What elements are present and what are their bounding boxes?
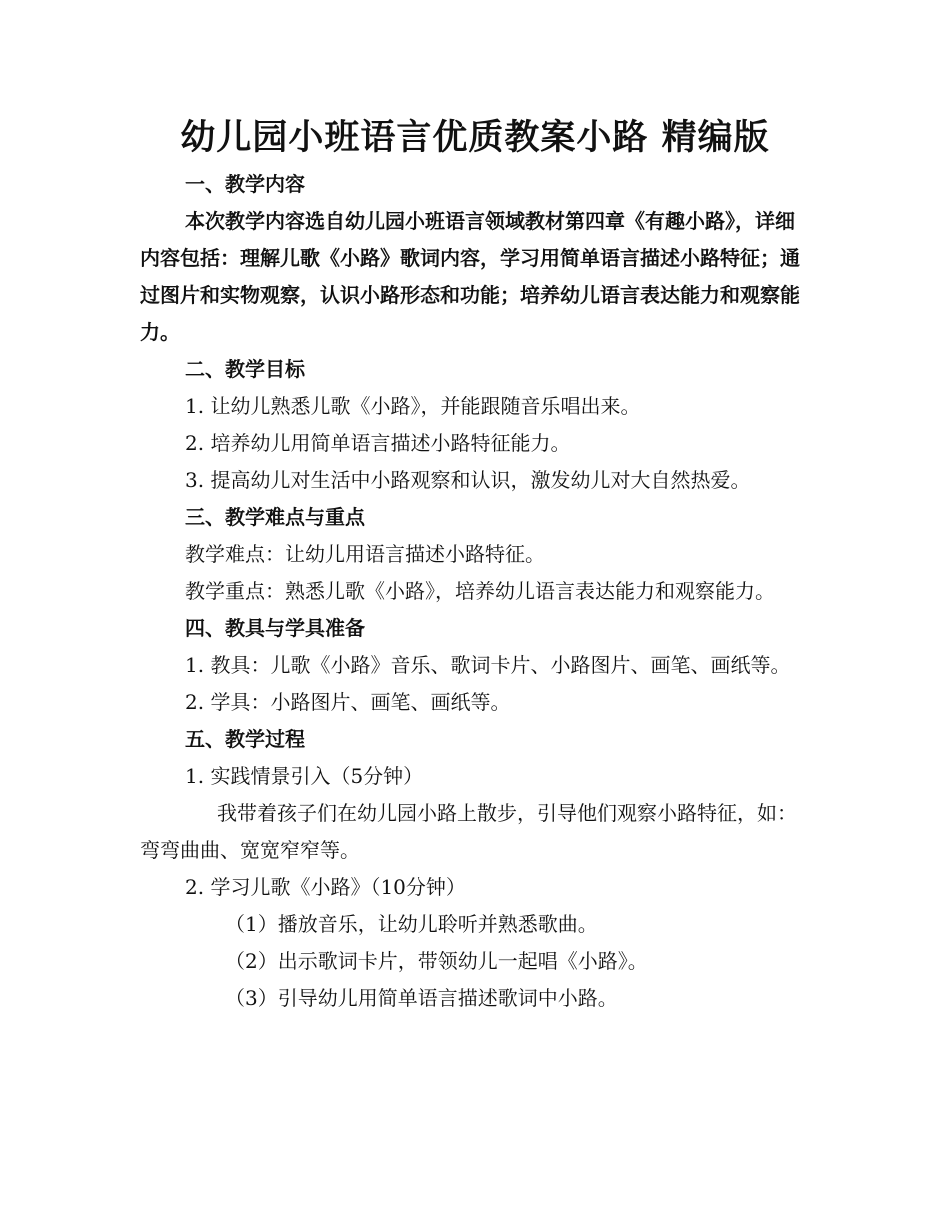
document-body xyxy=(140,166,806,1017)
process-substep: （3）引导幼儿用简单语言描述歌词中小路。 xyxy=(225,986,618,1010)
objective-item: 3. 提高幼儿对生活中小路观察和认识，激发幼儿对大自然热爱。 xyxy=(185,468,751,492)
process-step-body: 我带着孩子们在幼儿园小路上散步，引导他们观察小路特征，如：弯弯曲曲、宽宽窄窄等。 xyxy=(140,801,797,862)
section-heading-content: 一、教学内容 xyxy=(185,172,305,196)
section-heading-difficulty: 三、教学难点与重点 xyxy=(185,505,365,529)
section-heading-objectives: 二、教学目标 xyxy=(185,357,305,381)
materials-item: 2. 学具：小路图片、画笔、画纸等。 xyxy=(185,690,511,714)
page-title: 幼儿园小班语言优质教案小路 精编版 xyxy=(180,118,770,158)
difficulty-text: 教学难点：让幼儿用语言描述小路特征。 xyxy=(185,542,545,566)
objective-item: 1. 让幼儿熟悉儿歌《小路》，并能跟随音乐唱出来。 xyxy=(185,394,641,418)
process-substep: （2）出示歌词卡片，带领幼儿一起唱《小路》。 xyxy=(225,949,648,973)
content-paragraph: 本次教学内容选自幼儿园小班语言领域教材第四章《有趣小路》，详细内容包括：理解儿歌《小路》歌词内容，学习用简单语言描述小路特征；通过图片和实物观察，认识小路形态和功能；培养幼儿语言表达能力和观察能力。 xyxy=(140,209,800,344)
section-heading-materials: 四、教具与学具准备 xyxy=(185,616,365,640)
process-substep: （1）播放音乐，让幼儿聆听并熟悉歌曲。 xyxy=(225,912,598,936)
materials-item: 1. 教具：儿歌《小路》音乐、歌词卡片、小路图片、画笔、画纸等。 xyxy=(185,653,791,677)
process-step: 2. 学习儿歌《小路》（10分钟） xyxy=(185,875,466,899)
process-step: 1. 实践情景引入（5分钟） xyxy=(185,764,424,788)
objective-item: 2. 培养幼儿用简单语言描述小路特征能力。 xyxy=(185,431,571,455)
section-heading-process: 五、教学过程 xyxy=(185,727,305,751)
key-point-text: 教学重点：熟悉儿歌《小路》，培养幼儿语言表达能力和观察能力。 xyxy=(185,579,775,603)
